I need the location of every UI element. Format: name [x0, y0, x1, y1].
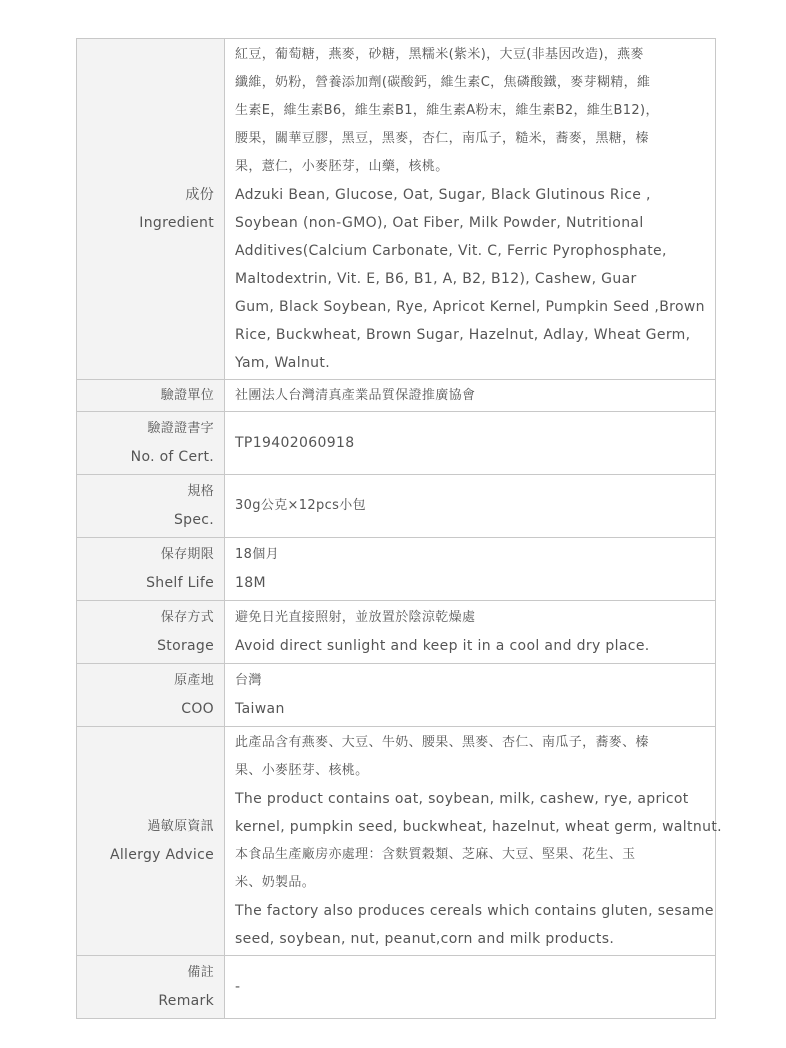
shelf-life-label-en: Shelf Life [146, 575, 214, 591]
ingredient-zh-line: 纖維，奶粉，營養添加劑(碳酸鈣，維生素C，焦磷酸鐵，麥芽糊精，維 [235, 75, 651, 90]
allergy-line: seed, soybean, nut, peanut,corn and milk products. [235, 931, 615, 947]
allergy-label-zh: 過敏原資訊 [147, 819, 214, 834]
allergy-label [77, 727, 225, 956]
allergy-line: The product contains oat, soybean, milk, cashew, rye, apricot [235, 791, 689, 807]
shelf-life-label [77, 538, 225, 601]
storage-value [225, 601, 716, 664]
spec-text: 30g公克×12pcs小包 [235, 498, 366, 513]
allergy-value [225, 727, 722, 956]
ingredient-label-zh: 成份 [185, 187, 214, 203]
coo-en: Taiwan [235, 701, 285, 717]
coo-zh: 台灣 [235, 673, 262, 688]
ingredient-en-line: Yam, Walnut. [235, 355, 331, 371]
storage-label [77, 601, 225, 664]
shelf-life-value [225, 538, 716, 601]
cert-no-label-en: No. of Cert. [130, 449, 214, 465]
shelf-life-row [77, 538, 716, 601]
ingredient-zh-line: 生素E，維生素B6，維生素B1，維生素A粉末，維生素B2，維生B12)， [235, 103, 659, 118]
remark-label [77, 956, 225, 1019]
ingredient-en-line: Additives(Calcium Carbonate, Vit. C, Ferric Pyrophosphate, [235, 243, 667, 259]
allergy-line: kernel, pumpkin seed, buckwheat, hazelnut, wheat germ, waltnut. [235, 819, 722, 835]
ingredient-en-line: Adzuki Bean, Glucose, Oat, Sugar, Black Glutinous Rice , [235, 187, 651, 203]
spec-value [225, 475, 716, 538]
allergy-line: The factory also produces cereals which contains gluten, sesame [235, 903, 714, 919]
ingredient-en-line: Maltodextrin, Vit. E, B6, B1, A, B2, B12), Cashew, Guar [235, 271, 637, 287]
coo-value [225, 664, 716, 727]
storage-en: Avoid direct sunlight and keep it in a cool and dry place. [235, 638, 650, 654]
remark-text: - [235, 979, 241, 995]
cert-unit-label [77, 380, 225, 412]
shelf-life-en: 18M [235, 575, 266, 591]
ingredient-label-en: Ingredient [139, 215, 214, 231]
coo-label [77, 664, 225, 727]
remark-value [225, 956, 716, 1019]
cert-no-label-zh: 驗證證書字 [147, 421, 214, 436]
ingredient-row [77, 39, 716, 380]
cert-no-row [77, 412, 716, 475]
product-spec-table [76, 38, 722, 1019]
storage-label-zh: 保存方式 [160, 610, 214, 625]
cert-no-text: TP19402060918 [235, 435, 355, 451]
ingredient-zh-line: 果，薏仁，小麥胚芽，山藥，核桃。 [235, 159, 449, 174]
ingredient-value [225, 39, 716, 380]
cert-no-value [225, 412, 716, 475]
cert-unit-value [225, 380, 716, 412]
coo-label-zh: 原產地 [174, 673, 214, 688]
shelf-life-zh: 18個月 [235, 547, 279, 562]
allergy-line: 此產品含有燕麥、大豆、牛奶、腰果、黑麥、杏仁、南瓜子，蕎麥、榛 [235, 735, 649, 750]
cert-unit-text: 社團法人台灣清真產業品質保證推廣協會 [235, 387, 476, 403]
storage-zh: 避免日光直接照射，並放置於陰涼乾燥處 [235, 610, 476, 625]
cert-unit-label-zh: 驗證單位 [160, 387, 214, 403]
spec-row [77, 475, 716, 538]
allergy-line: 本食品生產廠房亦處理：含麩質穀類、芝麻、大豆、堅果、花生、玉 [235, 847, 636, 862]
allergy-line: 果、小麥胚芽、核桃。 [235, 763, 369, 778]
storage-row [77, 601, 716, 664]
cert-unit-row [77, 380, 716, 412]
ingredient-en-line: Rice, Buckwheat, Brown Sugar, Hazelnut, Adlay, Wheat Germ, [235, 327, 691, 343]
spec-label [77, 475, 225, 538]
coo-row [77, 664, 716, 727]
allergy-label-en: Allergy Advice [109, 847, 214, 863]
storage-label-en: Storage [157, 638, 214, 654]
ingredient-zh-line: 紅豆，葡萄糖，燕麥，砂糖，黑糯米(紫米)，大豆(非基因改造)，燕麥 [235, 47, 644, 62]
remark-label-en: Remark [158, 993, 214, 1009]
remark-label-zh: 備註 [187, 965, 214, 980]
cert-no-label [77, 412, 225, 475]
remark-row [77, 956, 716, 1019]
ingredient-en-line: Soybean (non-GMO), Oat Fiber, Milk Powder, Nutritional [235, 215, 644, 231]
shelf-life-label-zh: 保存期限 [160, 547, 214, 562]
allergy-line: 米、奶製品。 [235, 875, 316, 890]
spec-label-en: Spec. [173, 512, 214, 528]
allergy-row [77, 727, 716, 956]
coo-label-en: COO [181, 701, 214, 717]
spec-label-zh: 規格 [187, 484, 214, 499]
ingredient-en-line: Gum, Black Soybean, Rye, Apricot Kernel, Pumpkin Seed ,Brown [235, 299, 705, 315]
ingredient-label [77, 39, 225, 380]
ingredient-zh-line: 腰果，關華豆膠，黑豆，黑麥，杏仁，南瓜子，糙米，蕎麥，黑糖，榛 [235, 131, 649, 146]
